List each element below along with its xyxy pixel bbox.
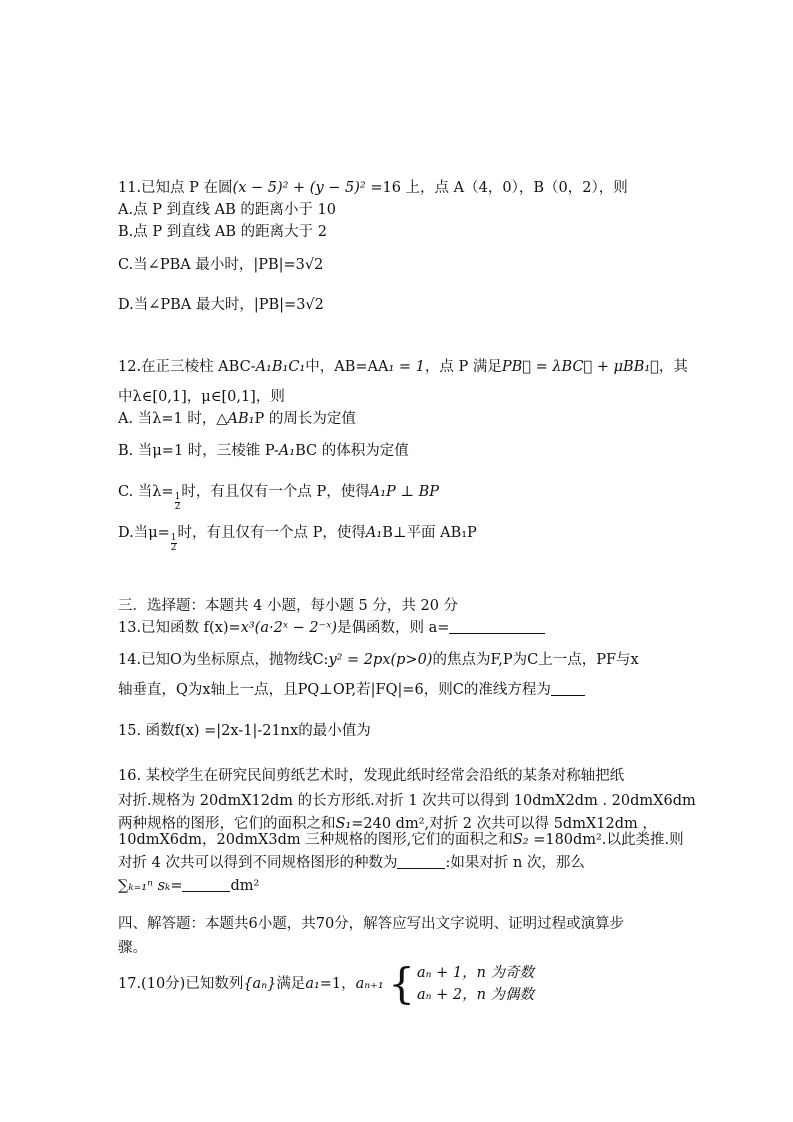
section-4-heading-line1: 四、解答题：本题共6小题，共70分，解答应写出文字说明、证明过程或演算步	[118, 916, 625, 932]
section-4-heading-line2: 骤。	[118, 940, 147, 956]
q14-answer-blank	[551, 681, 585, 696]
q16-line6: ∑ₖ₌₁ⁿ sₖ= dm²	[118, 878, 260, 894]
q13: 13.已知函数 f(x)=x³(a·2ˣ − 2⁻ˣ)是偶函数，则 a=	[118, 618, 545, 638]
q16-answer-blank-2	[182, 877, 230, 892]
q12-stem-line1: 12.在正三棱柱 ABC-A₁B₁C₁中，AB=AA₁ = 1，点 P 满足PB⃗ = λBC⃗ + μBB₁⃗，其	[118, 359, 688, 375]
q17-piecewise	[388, 959, 535, 1008]
q16-line2: 对折.规格为 20dmX12dm 的长方形纸.对折 1 次共可以得到 10dmX2dm . 20dmX6dm	[118, 793, 696, 809]
q16-summation: ∑ₖ₌₁ⁿ sₖ	[118, 878, 171, 894]
q13-answer-blank	[449, 619, 545, 634]
q17-case-odd: aₙ + 1，n 为奇数	[417, 965, 535, 981]
q16-line4: 10dmX6dm，20dmX3dm 三种规格的图形,它们的面积之和S₂ =180dm².以此类推.则	[118, 832, 684, 848]
q16-answer-blank-1	[397, 854, 445, 869]
q17: 17.(10分)已知数列{aₙ}满足a₁=1，aₙ₊₁ { aₙ + 1，n 为奇数 aₙ + 2，n 为偶数	[118, 959, 535, 1008]
q11-option-b: B.点 P 到直线 AB 的距离大于 2	[118, 224, 327, 240]
q16-line3: 两种规格的图形，它们的面积之和S₁=240 dm²,对折 2 次共可以得 5dmX12dm ，	[118, 816, 657, 832]
q12-option-d: D.当μ= $\frac{1}{2}$ 时，有且仅有一个点 P，使得A₁B⊥平面 AB₁P	[118, 525, 477, 553]
q12-vector-equation: PB⃗ = λBC⃗ + μBB₁⃗	[501, 359, 659, 375]
q11-option-a: A.点 P 到直线 AB 的距离小于 10	[118, 202, 336, 218]
q11-stem: 11.已知点 P 在圆(x − 5)² + (y − 5)² =16 上，点 A（4，0），B（0，2），则	[118, 180, 628, 196]
q16-line1: 16. 某校学生在研究民间剪纸艺术时，发现此纸时经常会沿纸的某条对称轴把纸	[118, 768, 625, 784]
q14-parabola-equation: y² = 2px(p>0)	[328, 652, 433, 668]
q12-stem-line2: 中λ∈[0,1]，μ∈[0,1]，则	[118, 389, 285, 405]
q14-line1: 14.已知O为坐标原点，抛物线C:y² = 2px(p>0)的焦点为F,P为C上一点，PF与x	[118, 652, 639, 668]
left-brace: {	[388, 959, 415, 1008]
q12-option-a: A. 当λ=1 时，△AB₁P 的周长为定值	[118, 411, 356, 427]
q14-line2: 轴垂直，Q为x轴上一点，且PQ⊥OP,若|FQ|=6，则C的准线方程为	[118, 680, 585, 700]
q12-option-b: B. 当μ=1 时，三棱锥 P-A₁BC 的体积为定值	[118, 443, 409, 459]
fraction-one-half: $\frac{1}{2}$	[174, 492, 181, 512]
q13-function-expression: x³(a·2ˣ − 2⁻ˣ)	[240, 620, 338, 636]
q11-option-d: D.当∠PBA 最大时，|PB|=3√2	[118, 297, 324, 313]
q15: 15. 函数f(x) =|2x-1|-21nx的最小值为	[118, 723, 371, 739]
fraction-one-half: $\frac{1}{2}$	[170, 533, 177, 553]
section-3-heading: 三．选择题：本题共 4 小题，每小题 5 分，共 20 分	[118, 598, 459, 614]
q11-option-c: C.当∠PBA 最小时，|PB|=3√2	[118, 257, 324, 273]
q12-option-c: C. 当λ= $\frac{1}{2}$ 时，有且仅有一个点 P，使得A₁P ⊥ BP	[118, 484, 440, 512]
q11-circle-equation: (x − 5)² + (y − 5)²	[232, 180, 366, 196]
q16-line5: 对折 4 次共可以得到不同规格图形的种数为 :如果对折 n 次，那么	[118, 855, 585, 871]
q17-case-even: aₙ + 2，n 为偶数	[417, 987, 535, 1003]
